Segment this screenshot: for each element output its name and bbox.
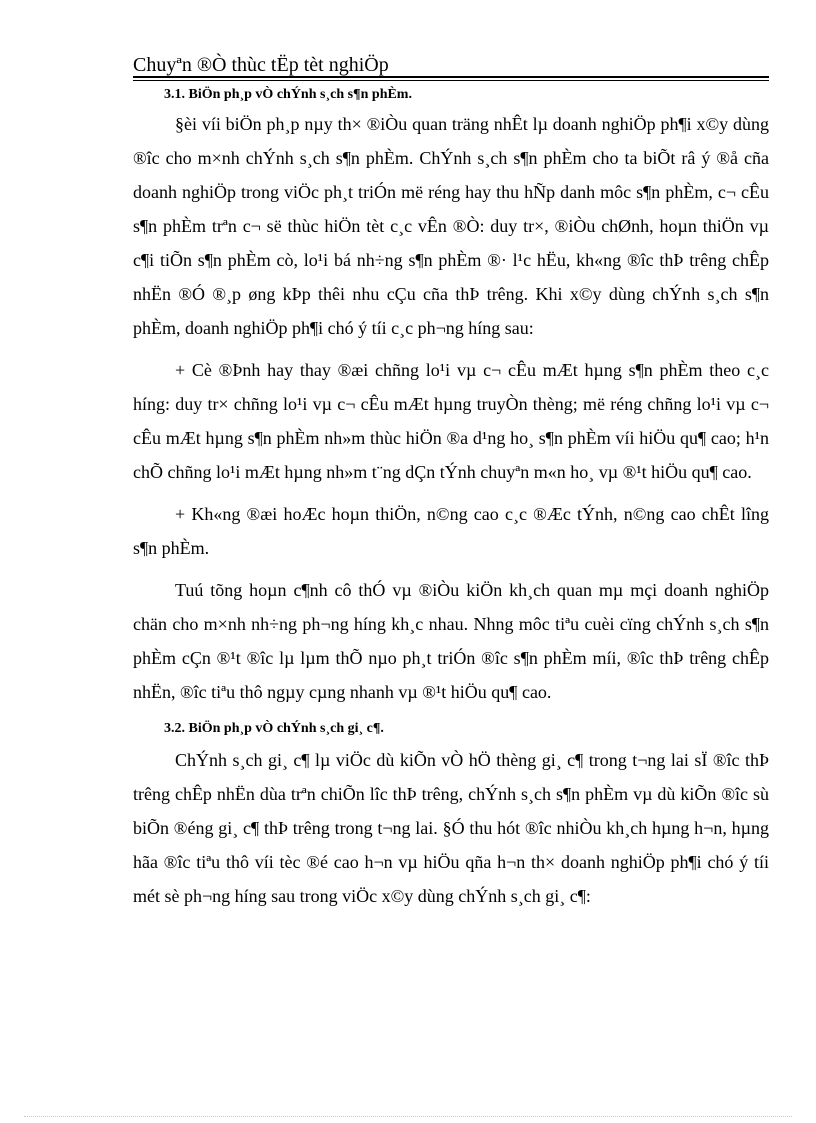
- paragraph: ChÝnh s¸ch gi¸ c¶ lµ viÖc dù kiÕn vÒ hÖ thèng gi¸ c¶ trong t¬ng lai sÏ ®îc thÞ trêng chÊp nhËn dùa trªn chiÕn lîc thÞ trêng, chÝnh s¸ch s¶n phÈm vµ dù kiÕn ®îc sù biÕn ®éng gi¸ c¶ thÞ trêng trong t¬ng lai. §Ó thu hót ®îc nhiÒu kh¸ch hµng h¬n, hµng hãa ®îc tiªu thô víi tèc ®é cao h¬n vµ hiÖu qña h¬n th× doanh nghiÖp ph¶i chó ý tíi mét sè ph¬ng híng sau trong viÖc x©y dùng chÝnh s¸ch gi¸ c¶:: [133, 750, 769, 906]
- header-rule-thick: [133, 76, 769, 78]
- section-heading-3-1: 3.1. BiÖn ph¸p vÒ chÝnh s¸ch s¶n phÈm.: [164, 87, 412, 102]
- header-rule-thin: [133, 80, 769, 81]
- paragraph: Tuú tõng hoµn c¶nh cô thÓ vµ ®iÒu kiÖn kh¸ch quan mµ mçi doanh nghiÖp chän cho m×nh nh÷ng ph¬ng híng kh¸c nhau. Nhng môc tiªu cuèi cïng chÝnh s¸ch s¶n phÈm cÇn ®¹t ®îc lµ lµm thÕ nµo ph¸t triÓn ®îc s¶n phÈm míi, ®îc thÞ trêng chÊp nhËn, ®îc tiªu thô ngµy cµng nhanh vµ ®¹t hiÖu qu¶ cao.: [133, 580, 769, 702]
- paragraph: + Kh«ng ®æi hoÆc hoµn thiÖn, n©ng cao c¸c ®Æc tÝnh, n©ng cao chÊt lîng s¶n phÈm.: [133, 504, 769, 558]
- paragraph: §èi víi biÖn ph¸p nµy th× ®iÒu quan träng nhÊt lµ doanh nghiÖp ph¶i x©y dùng ®îc cho m×nh chÝnh s¸ch s¶n phÈm. ChÝnh s¸ch s¶n phÈm cho ta biÕt râ ý ®å cña doanh nghiÖp trong viÖc ph¸t triÓn më réng hay thu hÑp danh môc s¶n phÈm, c¬ cÊu s¶n phÈm trªn c¬ së thùc hiÖn tèt c¸c vÊn ®Ò: duy tr×, ®iÒu chØnh, hoµn thiÖn vµ c¶i tiÕn s¶n phÈm cò, lo¹i bá nh÷ng s¶n phÈm ®· l¹c hËu, kh«ng ®îc thÞ trêng chÊp nhËn ®Ó ®¸p øng kÞp thêi nhu cÇu cña thÞ trêng. Khi x©y dùng chÝnh s¸ch s¶n phÈm, doanh nghiÖp ph¶i chó ý tíi c¸c ph¬ng híng sau:: [133, 114, 769, 338]
- header-title: Chuyªn ®Ò thùc tËp tèt nghiÖp: [133, 54, 389, 76]
- page-bottom-border: [24, 1116, 792, 1118]
- paragraph: + Cè ®Þnh hay thay ®æi chñng lo¹i vµ c¬ cÊu mÆt hµng s¶n phÈm theo c¸c híng: duy tr× chñng lo¹i vµ c¬ cÊu mÆt hµng truyÒn thèng; më réng chñng lo¹i vµ c¬ cÊu mÆt hµng s¶n phÈm nh»m thùc hiÖn ®a d¹ng ho¸ s¶n phÈm víi hiÖu qu¶ cao; h¹n chÕ chñng lo¹i mÆt hµng nh»m t¨ng dÇn tÝnh chuyªn m«n ho¸ vµ ®¹t hiÖu qu¶ cao.: [133, 360, 769, 482]
- section-heading-3-2: 3.2. BiÖn ph¸p vÒ chÝnh s¸ch gi¸ c¶.: [164, 721, 384, 736]
- document-body: [133, 83, 769, 913]
